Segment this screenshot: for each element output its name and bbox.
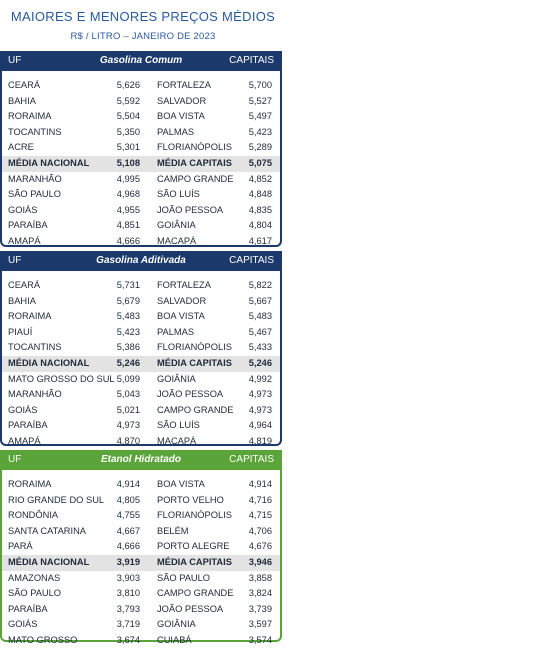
capital-value: 4,848 xyxy=(248,189,272,200)
capital-value: 5,483 xyxy=(248,311,272,322)
table-row xyxy=(2,325,280,341)
header-capitais: CAPITAIS xyxy=(229,55,274,66)
table-row xyxy=(2,309,280,325)
uf-value: 3,810 xyxy=(116,588,140,599)
table-rows xyxy=(2,470,280,649)
uf-value: 4,666 xyxy=(116,235,140,246)
uf-name: RORAIMA xyxy=(8,111,52,122)
table-row xyxy=(2,203,280,219)
capital-value: 5,497 xyxy=(248,111,272,122)
capital-value: 4,617 xyxy=(248,235,272,246)
uf-value: 5,592 xyxy=(116,95,140,106)
uf-value: 3,674 xyxy=(116,634,140,645)
capital-name: MÉDIA CAPITAIS xyxy=(157,157,232,168)
uf-value: 4,805 xyxy=(116,494,140,505)
capital-name: BOA VISTA xyxy=(157,311,205,322)
table-row xyxy=(2,617,280,633)
uf-name: PARAÍBA xyxy=(8,420,48,431)
table-row xyxy=(2,140,280,156)
capital-name: FLORIANÓPOLIS xyxy=(157,510,232,521)
uf-name: RIO GRANDE DO SUL xyxy=(8,494,105,505)
panel-header xyxy=(0,51,282,71)
table-row xyxy=(2,94,280,110)
uf-value: 5,679 xyxy=(116,295,140,306)
uf-value: 5,504 xyxy=(116,111,140,122)
uf-name: MATO GROSSO DO SUL xyxy=(8,373,115,384)
table-rows xyxy=(2,271,280,450)
table-row xyxy=(2,508,280,524)
uf-value: 5,626 xyxy=(116,80,140,90)
capital-name: JOÃO PESSOA xyxy=(157,204,224,215)
panel-etanol-precos xyxy=(0,450,282,645)
capital-name: CAMPO GRANDE xyxy=(157,404,234,415)
capital-name: FORTALEZA xyxy=(157,80,211,90)
capital-name: CAMPO GRANDE xyxy=(157,588,234,599)
uf-value: 3,719 xyxy=(116,619,140,630)
uf-value: 5,043 xyxy=(116,389,140,400)
capital-value: 4,715 xyxy=(248,510,272,521)
uf-name: BAHIA xyxy=(8,95,36,106)
capital-value: 4,804 xyxy=(248,220,272,231)
uf-value: 5,350 xyxy=(116,126,140,137)
uf-value: 5,731 xyxy=(116,280,140,290)
left-title: MAIORES E MENORES PREÇOS MÉDIOS xyxy=(10,9,276,24)
table-row xyxy=(2,493,280,509)
uf-name: PARÁ xyxy=(8,541,33,552)
uf-value: 4,755 xyxy=(116,510,140,521)
capital-name: MACAPÁ xyxy=(157,235,197,246)
uf-name: PARAÍBA xyxy=(8,603,48,614)
capital-name: PORTO VELHO xyxy=(157,494,224,505)
uf-value: 5,099 xyxy=(116,373,140,384)
capital-name: FORTALEZA xyxy=(157,280,211,290)
capital-name: BELÉM xyxy=(157,525,189,536)
table-row xyxy=(2,340,280,356)
uf-value: 4,973 xyxy=(116,420,140,431)
uf-name: MATO GROSSO xyxy=(8,634,78,645)
uf-value: 4,968 xyxy=(116,189,140,200)
uf-value: 4,667 xyxy=(116,525,140,536)
uf-value: 3,903 xyxy=(116,572,140,583)
uf-name: MARANHÃO xyxy=(8,389,62,400)
uf-name: AMAPÁ xyxy=(8,235,41,246)
capital-value: 4,964 xyxy=(248,420,272,431)
table-row xyxy=(2,278,280,294)
capital-value: 3,597 xyxy=(248,619,272,630)
capital-value: 5,667 xyxy=(248,295,272,306)
capital-value: 5,246 xyxy=(248,357,272,368)
capital-value: 5,822 xyxy=(248,280,272,290)
capital-name: BOA VISTA xyxy=(157,111,205,122)
uf-value: 5,386 xyxy=(116,342,140,353)
uf-value: 4,851 xyxy=(116,220,140,231)
uf-name: GOIÁS xyxy=(8,619,38,630)
capital-value: 5,423 xyxy=(248,126,272,137)
capital-value: 4,914 xyxy=(248,479,272,489)
media-row xyxy=(2,156,280,172)
capital-name: GOIÂNIA xyxy=(157,619,196,630)
capital-value: 4,835 xyxy=(248,204,272,215)
capital-name: BOA VISTA xyxy=(157,479,205,489)
uf-name: SANTA CATARINA xyxy=(8,525,87,536)
header-uf: UF xyxy=(8,55,22,66)
capital-value: 3,824 xyxy=(248,588,272,599)
uf-name: RORAIMA xyxy=(8,479,52,489)
table-row xyxy=(2,539,280,555)
uf-value: 5,483 xyxy=(116,311,140,322)
capital-name: PALMAS xyxy=(157,126,195,137)
uf-name: PIAUÍ xyxy=(8,326,33,337)
uf-name: BAHIA xyxy=(8,295,36,306)
uf-value: 5,021 xyxy=(116,404,140,415)
capital-value: 4,973 xyxy=(248,389,272,400)
capital-name: PORTO ALEGRE xyxy=(157,541,230,552)
uf-name: PARAÍBA xyxy=(8,220,48,231)
capital-value: 3,946 xyxy=(248,556,272,567)
table-row xyxy=(2,586,280,602)
uf-value: 4,666 xyxy=(116,541,140,552)
table-row xyxy=(2,633,280,649)
uf-name: MÉDIA NACIONAL xyxy=(8,157,90,168)
capital-name: MÉDIA CAPITAIS xyxy=(157,556,232,567)
uf-value: 4,870 xyxy=(116,435,140,446)
capital-name: FLORIANÓPOLIS xyxy=(157,142,232,153)
capital-value: 4,992 xyxy=(248,373,272,384)
table-row xyxy=(2,571,280,587)
uf-value: 4,995 xyxy=(116,173,140,184)
capital-name: JOÃO PESSOA xyxy=(157,603,224,614)
uf-value: 3,793 xyxy=(116,603,140,614)
capital-name: SALVADOR xyxy=(157,95,207,106)
uf-value: 4,955 xyxy=(116,204,140,215)
capital-value: 4,706 xyxy=(248,525,272,536)
table-row xyxy=(2,234,280,250)
header-title: Etanol Hidratado xyxy=(100,454,181,465)
panel-gasolina-aditivada-precos xyxy=(0,251,282,446)
capital-value: 3,739 xyxy=(248,603,272,614)
uf-name: AMAPÁ xyxy=(8,435,41,446)
table-row xyxy=(2,125,280,141)
capital-name: MACAPÁ xyxy=(157,435,197,446)
table-row xyxy=(2,434,280,450)
table-row xyxy=(2,172,280,188)
capital-value: 4,716 xyxy=(248,494,272,505)
capital-name: GOIÂNIA xyxy=(157,220,196,231)
header-uf: UF xyxy=(8,454,22,465)
table-row xyxy=(2,187,280,203)
header-capitais: CAPITAIS xyxy=(229,454,274,465)
uf-name: SÃO PAULO xyxy=(8,588,62,599)
uf-value: 5,301 xyxy=(116,142,140,153)
uf-name: RORAIMA xyxy=(8,311,52,322)
uf-value: 5,246 xyxy=(116,357,140,368)
uf-name: SÃO PAULO xyxy=(8,189,62,200)
table-row xyxy=(2,602,280,618)
table-row xyxy=(2,109,280,125)
capital-name: SÃO PAULO xyxy=(157,572,211,583)
capital-value: 4,819 xyxy=(248,435,272,446)
capital-name: MÉDIA CAPITAIS xyxy=(157,357,232,368)
capital-value: 3,858 xyxy=(248,572,272,583)
panel-header xyxy=(0,251,282,271)
uf-value: 5,423 xyxy=(116,326,140,337)
media-row xyxy=(2,356,280,372)
table-rows xyxy=(2,71,280,250)
capital-name: SÃO LUÍS xyxy=(157,189,200,200)
table-row xyxy=(2,78,280,94)
capital-name: CAMPO GRANDE xyxy=(157,173,234,184)
uf-name: CEARÁ xyxy=(8,280,41,290)
capital-value: 3,574 xyxy=(248,634,272,645)
uf-name: GOIÁS xyxy=(8,404,38,415)
capital-value: 5,075 xyxy=(248,157,272,168)
header-capitais: CAPITAIS xyxy=(229,255,274,266)
uf-value: 5,108 xyxy=(116,157,140,168)
table-row xyxy=(2,418,280,434)
uf-name: CEARÁ xyxy=(8,80,41,90)
table-row xyxy=(2,218,280,234)
capital-value: 4,973 xyxy=(248,404,272,415)
table-row xyxy=(2,477,280,493)
uf-name: AMAZONAS xyxy=(8,572,61,583)
uf-name: MÉDIA NACIONAL xyxy=(8,556,90,567)
capital-name: SÃO LUÍS xyxy=(157,420,200,431)
uf-name: MARANHÃO xyxy=(8,173,62,184)
capital-name: SALVADOR xyxy=(157,295,207,306)
capital-name: CUIABÁ xyxy=(157,634,192,645)
uf-name: GOIÁS xyxy=(8,204,38,215)
table-row xyxy=(2,294,280,310)
capital-name: JOÃO PESSOA xyxy=(157,389,224,400)
uf-name: ACRE xyxy=(8,142,34,153)
table-row xyxy=(2,524,280,540)
capital-value: 5,467 xyxy=(248,326,272,337)
capital-value: 4,852 xyxy=(248,173,272,184)
uf-value: 4,914 xyxy=(116,479,140,489)
capital-name: GOIÂNIA xyxy=(157,373,196,384)
table-row xyxy=(2,403,280,419)
uf-name: MÉDIA NACIONAL xyxy=(8,357,90,368)
capital-name: PALMAS xyxy=(157,326,195,337)
left-subtitle: R$ / LITRO – JANEIRO DE 2023 xyxy=(70,31,216,42)
capital-value: 5,700 xyxy=(248,80,272,90)
uf-name: TOCANTINS xyxy=(8,126,62,137)
table-row xyxy=(2,372,280,388)
capital-value: 5,433 xyxy=(248,342,272,353)
header-uf: UF xyxy=(8,255,22,266)
panel-gasolina-comum-precos xyxy=(0,51,282,247)
header-title: Gasolina Comum xyxy=(99,55,183,66)
capital-value: 5,527 xyxy=(248,95,272,106)
capital-value: 5,289 xyxy=(248,142,272,153)
capital-name: FLORIANÓPOLIS xyxy=(157,342,232,353)
capital-value: 4,676 xyxy=(248,541,272,552)
header-title: Gasolina Aditivada xyxy=(96,255,186,266)
uf-name: RONDÔNIA xyxy=(8,510,59,521)
uf-name: TOCANTINS xyxy=(8,342,62,353)
table-row xyxy=(2,387,280,403)
media-row xyxy=(2,555,280,571)
uf-value: 3,919 xyxy=(116,556,140,567)
panel-header xyxy=(0,450,282,470)
